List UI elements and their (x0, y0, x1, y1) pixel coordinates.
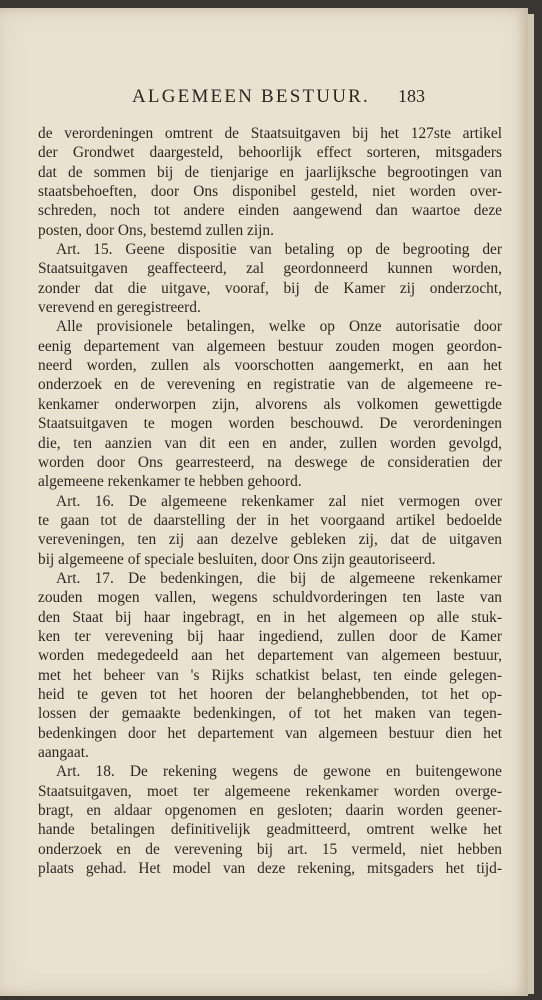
text-line: bragt, en aldaar opgenomen en gesloten; daarin worden geener- (38, 802, 502, 820)
text-line: ken ter verevening bij haar ingediend, zullen door de Kamer (38, 627, 502, 645)
text-line: hande betalingen definitivelijk geadmitteerd, omtrent welke het (38, 821, 502, 839)
text-line: kenkamer onderworpen zijn, alvorens als volkomen gewettigde (38, 395, 502, 413)
text-line: bij algemeene of speciale besluiten, door Ons zijn geautoriseerd. (38, 550, 436, 568)
text-line: met het beheer van 's Rijks schatkist belast, ten einde gelegen- (38, 666, 502, 684)
text-line: onderzoek en de verevening en registratie van de algemeene re- (38, 376, 502, 394)
text-line: Alle provisionele betalingen, welke op Onze autorisatie door (56, 318, 502, 336)
text-line: de verordeningen omtrent de Staatsuitgaven bij het 127ste artikel (38, 125, 502, 142)
text-line: Art. 17. De bedenkingen, die bij de algemeene rekenkamer (56, 569, 502, 587)
text-line: bedenkingen door het departement van algemeen bestuur dien het (38, 724, 502, 742)
text-line: Staatsuitgaven te mogen worden beschouwd. De verordeningen (38, 415, 502, 433)
text-line: Art. 15. Geene dispositie van betaling op de begrooting der (56, 241, 502, 259)
text-line: worden door Ons gearresteerd, na deswege de consideratien der (38, 453, 502, 471)
text-line: eenig departement van algemeen bestuur zouden mogen geordon- (38, 337, 502, 355)
text-line: neerd worden, zullen als voorschotten aangemerkt, en aan het (38, 357, 502, 375)
text-line: Staatsuitgaven geaffecteerd, zal geordonneerd kunnen worden, (38, 260, 502, 278)
book-page (0, 8, 528, 996)
page-edge (528, 14, 534, 994)
text-line: Art. 18. De rekening wegens de gewone en buitengewone (56, 763, 502, 781)
text-line: zouden mogen vallen, wegens schuldvorderingen ten laste van (38, 589, 502, 607)
page-number: 183 (398, 86, 425, 106)
text-line: algemeene rekenkamer te hebben gehoord. (38, 473, 302, 491)
text-line: dat de sommen bij de tienjarige en jaarlijksche begrootingen van (38, 163, 502, 181)
text-line: te gaan tot de daarstelling der in het voorgaand artikel bedoelde (38, 511, 502, 529)
text-line: heid te geven tot het hooren der belanghebbenden, tot het op- (38, 685, 502, 703)
text-line: onderzoek en de verevening bij art. 15 vermeld, niet hebben (38, 840, 502, 858)
page-header (132, 86, 432, 116)
text-line: lossen der gemaakte bedenkingen, of tot het maken van tegen- (38, 705, 502, 723)
text-line: den Staat bij haar ingebragt, en in het algemeen op alle stuk- (38, 608, 502, 626)
text-line: staatsbehoeften, door Ons disponibel gesteld, niet worden over- (38, 183, 502, 201)
text-line: schreden, noch tot andere einden aangewend dan waartoe deze (38, 202, 502, 220)
text-line: verevend en geregistreerd. (38, 299, 201, 317)
text-line: Staatsuitgaven, moet ter algemeene rekenkamer worden overge- (38, 782, 502, 800)
text-line: zonder dat die uitgave, vooraf, bij de Kamer zij onderzocht, (38, 279, 502, 297)
text-line: aangaat. (38, 744, 89, 761)
text-line: vereveningen, ten zij aan dezelve gebleken zij, dat de uitgaven (38, 531, 502, 549)
text-line: posten, door Ons, bestemd zullen zijn. (38, 221, 274, 239)
text-line: der Grondwet daargesteld, behoorlijk effect sorteren, mitsgaders (38, 144, 502, 162)
text-line: Art. 16. De algemeene rekenkamer zal niet vermogen over (56, 492, 502, 510)
running-title: ALGEMEEN BESTUUR. (132, 86, 370, 107)
body-text (38, 124, 502, 878)
text-line: die, ten aanzien van dit een en ander, zullen worden gevolgd, (38, 434, 502, 452)
text-line: worden medegedeeld aan het departement van algemeen bestuur, (38, 647, 502, 665)
text-line: plaats gehad. Het model van deze rekening, mitsgaders het tijd- (38, 860, 502, 878)
